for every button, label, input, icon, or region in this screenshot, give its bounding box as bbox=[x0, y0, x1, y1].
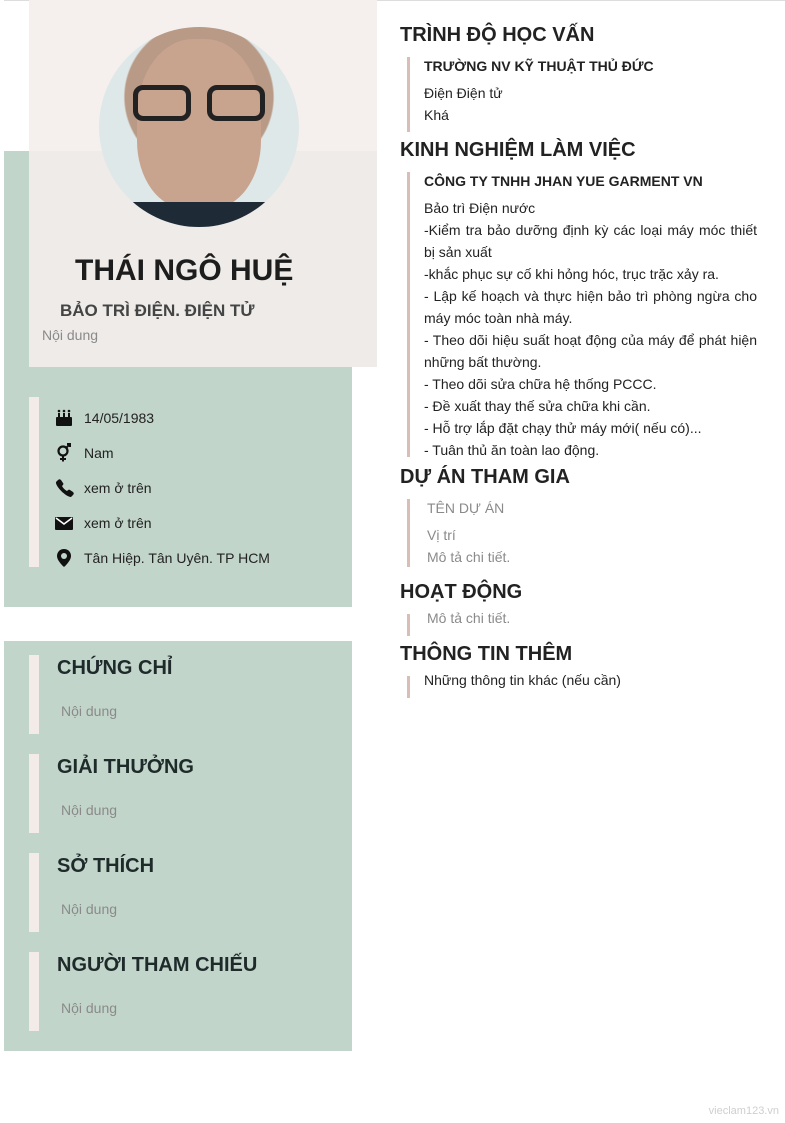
activities-heading[interactable]: HOẠT ĐỘNG bbox=[400, 581, 523, 603]
contact-email[interactable] bbox=[54, 505, 344, 540]
gender-text: Nam bbox=[84, 444, 114, 461]
additional-heading[interactable]: THÔNG TIN THÊM bbox=[400, 643, 573, 665]
activities-bar bbox=[407, 614, 410, 636]
left-panel-bottom bbox=[4, 641, 352, 1051]
education-heading[interactable]: TRÌNH ĐỘ HỌC VẤN bbox=[400, 24, 595, 46]
project-name[interactable]: TÊN DỰ ÁN bbox=[427, 500, 505, 516]
additional-text[interactable]: Những thông tin khác (nếu cần) bbox=[424, 672, 621, 688]
project-description[interactable]: Mô tả chi tiết. bbox=[427, 549, 511, 565]
experience-bar bbox=[407, 172, 410, 457]
experience-line: - Lập kế hoạch và thực hiện bảo trì phòng ngừa cho máy móc toàn nhà máy. bbox=[424, 288, 757, 326]
experience-line: - Theo dõi hiệu suất hoạt động của máy để phát hiện những bất thường. bbox=[424, 332, 757, 370]
avatar[interactable] bbox=[99, 27, 299, 227]
experience-line: - Tuân thủ ăn toàn lao động. bbox=[424, 442, 600, 458]
phone-icon bbox=[54, 478, 74, 498]
phone-text: xem ở trên bbox=[84, 479, 152, 496]
profile-name[interactable]: THÁI NGÔ HUỆ bbox=[75, 254, 294, 287]
email-text: xem ở trên bbox=[84, 514, 152, 531]
experience-line: - Hỗ trợ lắp đặt chạy thử máy mới( nếu có)... bbox=[424, 420, 702, 436]
birthday-text: 14/05/1983 bbox=[84, 409, 155, 426]
experience-line: -khắc phục sự cố khi hỏng hóc, trục trặc xảy ra. bbox=[424, 266, 719, 282]
experience-line: - Theo dõi sửa chữa hệ thống PCCC. bbox=[424, 376, 657, 392]
contact-list bbox=[54, 400, 344, 575]
education-major[interactable]: Điện Điện tử bbox=[424, 85, 503, 101]
profile-intro[interactable]: Nội dung bbox=[42, 327, 99, 343]
email-icon bbox=[54, 513, 74, 533]
education-school[interactable]: TRƯỜNG NV KỸ THUẬT THỦ ĐỨC bbox=[424, 58, 654, 74]
section-bar bbox=[29, 952, 39, 1031]
hobbies-content[interactable]: Nội dung bbox=[61, 901, 118, 917]
contact-phone[interactable] bbox=[54, 470, 344, 505]
experience-description[interactable] bbox=[424, 219, 757, 461]
awards-content[interactable]: Nội dung bbox=[61, 802, 118, 818]
gender-icon bbox=[54, 443, 74, 463]
education-bar bbox=[407, 57, 410, 132]
section-bar bbox=[29, 754, 39, 833]
project-role[interactable]: Vị trí bbox=[427, 527, 456, 543]
certificates-content[interactable]: Nội dung bbox=[61, 703, 118, 719]
additional-bar bbox=[407, 676, 410, 698]
avatar-glasses bbox=[133, 85, 265, 123]
certificates-heading[interactable]: CHỨNG CHỈ bbox=[57, 657, 173, 679]
experience-line: - Đề xuất thay thế sửa chữa khi cần. bbox=[424, 398, 651, 414]
activities-description[interactable]: Mô tả chi tiết. bbox=[427, 610, 511, 626]
contact-address[interactable] bbox=[54, 540, 344, 575]
location-icon bbox=[54, 548, 74, 568]
awards-heading[interactable]: GIẢI THƯỞNG bbox=[57, 756, 194, 778]
profile-title[interactable]: BẢO TRÌ ĐIỆN. ĐIỆN TỬ bbox=[60, 301, 255, 320]
watermark: vieclam123.vn bbox=[708, 1105, 779, 1117]
contact-birthday[interactable] bbox=[54, 400, 344, 435]
address-text: Tân Hiệp. Tân Uyên. TP HCM bbox=[84, 549, 270, 566]
references-content[interactable]: Nội dung bbox=[61, 1000, 118, 1016]
contact-gender[interactable] bbox=[54, 435, 344, 470]
contact-bar bbox=[29, 397, 39, 567]
education-grade[interactable]: Khá bbox=[424, 107, 449, 123]
experience-company[interactable]: CÔNG TY TNHH JHAN YUE GARMENT VN bbox=[424, 173, 703, 189]
projects-heading[interactable]: DỰ ÁN THAM GIA bbox=[400, 466, 570, 488]
section-bar bbox=[29, 655, 39, 734]
avatar-face bbox=[137, 39, 261, 209]
projects-bar bbox=[407, 499, 410, 567]
avatar-shirt bbox=[99, 202, 299, 227]
references-heading[interactable]: NGƯỜI THAM CHIẾU bbox=[57, 954, 258, 976]
cake-icon bbox=[54, 408, 74, 428]
hobbies-heading[interactable]: SỞ THÍCH bbox=[57, 855, 155, 877]
experience-position[interactable]: Bảo trì Điện nước bbox=[424, 200, 536, 216]
experience-heading[interactable]: KINH NGHIỆM LÀM VIỆC bbox=[400, 139, 636, 161]
section-bar bbox=[29, 853, 39, 932]
experience-line: -Kiểm tra bảo dưỡng định kỳ các loại máy móc thiết bị sản xuất bbox=[424, 222, 757, 260]
